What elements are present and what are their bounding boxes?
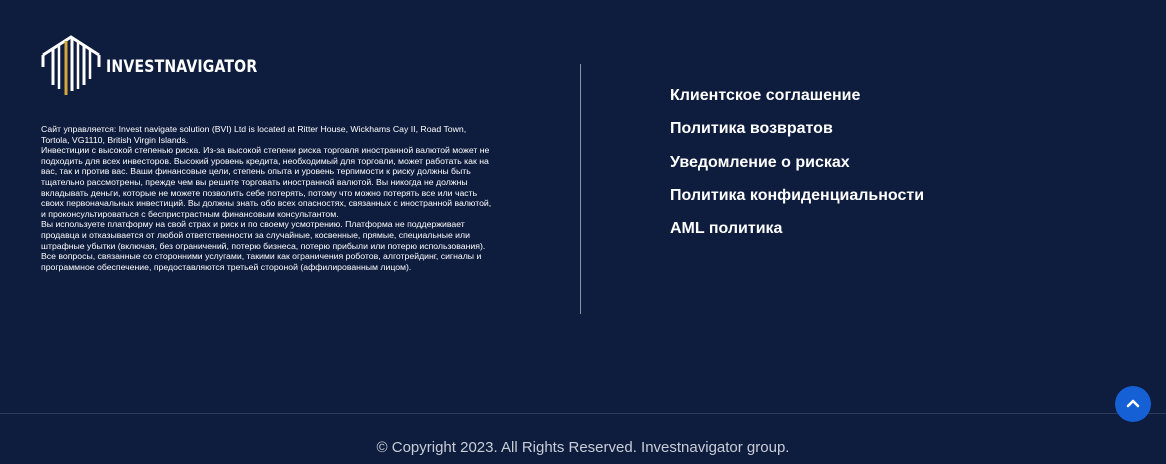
footer-links bbox=[670, 86, 924, 252]
risk-disclosure-link[interactable]: Уведомление о рисках bbox=[670, 153, 850, 171]
scroll-to-top-button[interactable] bbox=[1115, 386, 1151, 422]
columned-house-icon bbox=[40, 33, 102, 95]
chevron-up-icon bbox=[1126, 395, 1140, 413]
brand-name: INVESTNAVIGATOR bbox=[106, 57, 258, 77]
risk-warning-text: Инвестиции с высокой степенью риска. Из-за высокой степени риска торговля иностранной валютой может не подходить для всех инвесторов. Высокий уровень кредита, необходимый для торговли, может работать как на вас, так и против вас. Ваши финансовые цели, степень опыта и уровень терпимости к риску должны быть тщательно рассмотрены, прежде чем вы решите торговать иностранной валютой. Вы никогда не должны вкладывать деньги, которые не можете позволить себе потерять, потому что можно потерять все или часть своих первоначальных инвестиций. Вы должны знать обо всех опасностях, связанных с иностранной валютой, и проконсультироваться с беспристрастным финансовым консультантом. bbox=[41, 145, 492, 219]
legal-disclaimer bbox=[41, 124, 493, 272]
client-agreement-link[interactable]: Клиентское соглашение bbox=[670, 87, 861, 104]
refund-policy-link[interactable]: Политика возвратов bbox=[670, 120, 833, 138]
footer-divider bbox=[0, 413, 1166, 414]
vertical-divider bbox=[580, 64, 581, 314]
operator-info-text: Сайт управляется: Invest navigate solution (BVI) Ltd is located at Ritter House, Wickhams Cay II, Road Town, Tortola, VG1110, British Virgin Islands. bbox=[41, 124, 467, 145]
aml-policy-link[interactable]: AML политика bbox=[670, 220, 783, 238]
brand-logo[interactable] bbox=[40, 33, 271, 95]
privacy-policy-link[interactable]: Политика конфиденциальности bbox=[670, 186, 925, 204]
copyright-text: © Copyright 2023. All Rights Reserved. Investnavigator group. bbox=[376, 439, 790, 456]
liability-text: Вы используете платформу на свой страх и риск и по своему усмотрению. Платформа не поддерживает продавца и отказывается от любой ответственности за случайные, косвенные, прямые, специальные или штрафные убытки (включая, без ограничений, потерю бизнеса, потерю прибыли или потерю использования). Все вопросы, связанные со сторонними услугами, такими как ограничения роботов, алготрейдинг, сигналы и программное обеспечение, предоставляются третьей стороной (аффилированным лицом). bbox=[41, 219, 486, 272]
